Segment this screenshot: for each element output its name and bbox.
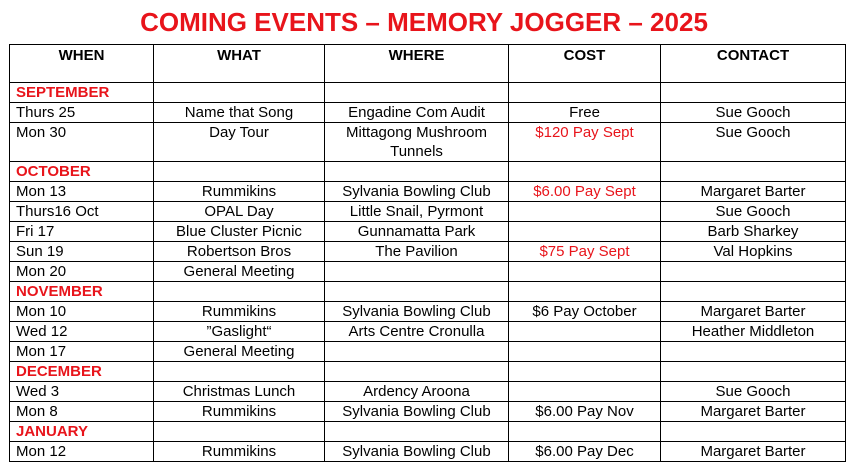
event-contact: Sue Gooch — [661, 123, 846, 162]
event-where: Engadine Com Audit — [325, 103, 509, 123]
event-where: Sylvania Bowling Club — [325, 302, 509, 322]
event-what: Blue Cluster Picnic — [154, 222, 325, 242]
event-cost — [509, 202, 661, 222]
event-contact: Sue Gooch — [661, 202, 846, 222]
event-where — [325, 262, 509, 282]
table-row — [10, 222, 846, 242]
table-row — [10, 242, 846, 262]
month-row-january — [10, 422, 846, 442]
month-label: DECEMBER — [10, 362, 154, 382]
event-when: Mon 8 — [10, 402, 154, 422]
event-contact: Margaret Barter — [661, 302, 846, 322]
month-label: OCTOBER — [10, 162, 154, 182]
table-row — [10, 123, 846, 162]
event-cost: $6 Pay October — [509, 302, 661, 322]
event-cost: $75 Pay Sept — [509, 242, 661, 262]
event-what: Day Tour — [154, 123, 325, 162]
event-when: Thurs16 Oct — [10, 202, 154, 222]
event-contact: Margaret Barter — [661, 442, 846, 462]
table-row — [10, 202, 846, 222]
event-when: Mon 30 — [10, 123, 154, 162]
event-when: Thurs 25 — [10, 103, 154, 123]
table-row — [10, 342, 846, 362]
event-where: Sylvania Bowling Club — [325, 182, 509, 202]
event-contact — [661, 262, 846, 282]
events-table — [9, 44, 846, 462]
table-row — [10, 302, 846, 322]
column-header-where: WHERE — [325, 45, 509, 83]
event-what: General Meeting — [154, 342, 325, 362]
event-what: Name that Song — [154, 103, 325, 123]
month-row-december — [10, 362, 846, 382]
table-row — [10, 382, 846, 402]
event-contact: Margaret Barter — [661, 402, 846, 422]
event-where: Gunnamatta Park — [325, 222, 509, 242]
month-label: SEPTEMBER — [10, 83, 154, 103]
event-what: Christmas Lunch — [154, 382, 325, 402]
event-when: Mon 10 — [10, 302, 154, 322]
table-row — [10, 322, 846, 342]
month-row-september — [10, 83, 846, 103]
event-cost — [509, 222, 661, 242]
event-where: The Pavilion — [325, 242, 509, 262]
table-row — [10, 182, 846, 202]
event-contact: Heather Middleton — [661, 322, 846, 342]
event-what: Rummikins — [154, 182, 325, 202]
column-header-what: WHAT — [154, 45, 325, 83]
event-contact: Margaret Barter — [661, 182, 846, 202]
event-what: Robertson Bros — [154, 242, 325, 262]
event-contact: Sue Gooch — [661, 103, 846, 123]
event-when: Mon 17 — [10, 342, 154, 362]
event-where: Mittagong Mushroom Tunnels — [325, 123, 509, 162]
event-where: Ardency Aroona — [325, 382, 509, 402]
table-row — [10, 402, 846, 422]
event-cost — [509, 342, 661, 362]
event-when: Fri 17 — [10, 222, 154, 242]
column-header-contact: CONTACT — [661, 45, 846, 83]
event-what: ”Gaslight“ — [154, 322, 325, 342]
event-where — [325, 342, 509, 362]
event-contact: Barb Sharkey — [661, 222, 846, 242]
event-when: Wed 12 — [10, 322, 154, 342]
event-when: Mon 12 — [10, 442, 154, 462]
column-header-when: WHEN — [10, 45, 154, 83]
header-row — [10, 45, 846, 83]
event-where: Little Snail, Pyrmont — [325, 202, 509, 222]
event-cost: $6.00 Pay Nov — [509, 402, 661, 422]
event-when: Wed 3 — [10, 382, 154, 402]
table-row — [10, 103, 846, 123]
event-what: Rummikins — [154, 302, 325, 322]
event-cost: $6.00 Pay Sept — [509, 182, 661, 202]
event-where: Arts Centre Cronulla — [325, 322, 509, 342]
event-cost — [509, 322, 661, 342]
event-cost: Free — [509, 103, 661, 123]
event-what: Rummikins — [154, 402, 325, 422]
month-label: JANUARY — [10, 422, 154, 442]
table-row — [10, 442, 846, 462]
event-contact — [661, 342, 846, 362]
column-header-cost: COST — [509, 45, 661, 83]
event-contact: Val Hopkins — [661, 242, 846, 262]
event-what: General Meeting — [154, 262, 325, 282]
event-contact: Sue Gooch — [661, 382, 846, 402]
event-cost: $6.00 Pay Dec — [509, 442, 661, 462]
event-when: Mon 13 — [10, 182, 154, 202]
event-what: Rummikins — [154, 442, 325, 462]
month-label: NOVEMBER — [10, 282, 154, 302]
event-when: Sun 19 — [10, 242, 154, 262]
month-row-october — [10, 162, 846, 182]
event-cost: $120 Pay Sept — [509, 123, 661, 162]
table-row — [10, 262, 846, 282]
month-row-november — [10, 282, 846, 302]
event-where: Sylvania Bowling Club — [325, 442, 509, 462]
event-where: Sylvania Bowling Club — [325, 402, 509, 422]
event-what: OPAL Day — [154, 202, 325, 222]
event-cost — [509, 262, 661, 282]
page-title: COMING EVENTS – MEMORY JOGGER – 2025 — [140, 7, 708, 37]
event-cost — [509, 382, 661, 402]
event-when: Mon 20 — [10, 262, 154, 282]
